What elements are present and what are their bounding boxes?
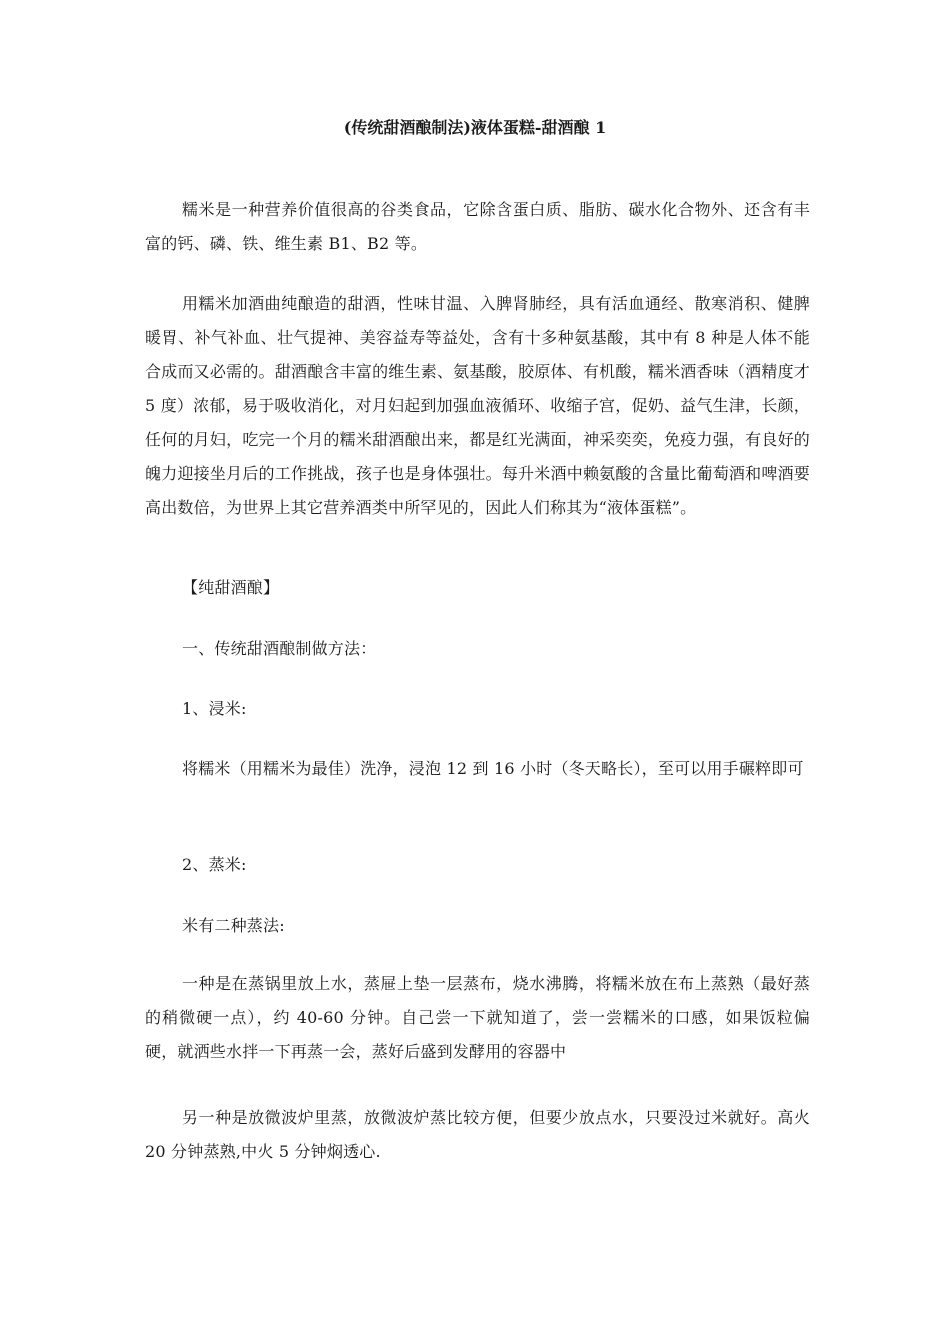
- step-1-text: 将糯米（用糯米为最佳）洗净，浸泡 12 到 16 小时（冬天略长），至可以用手碾粹即可: [182, 759, 804, 778]
- steaming-methods-heading: 米有二种蒸法:: [182, 916, 285, 935]
- steaming-method-1: 一种是在蒸锅里放上水，蒸屉上垫一层蒸布，烧水沸腾，将糯米放在布上蒸熟（最好蒸的稍微硬一点），约 40-60 分钟。自己尝一下就知道了，尝一尝糯米的口感，如果饭粒偏硬，就洒些水拌一下再蒸一会，蒸好后盛到发酵用的容器中: [145, 974, 810, 1061]
- paragraph-benefits: 用糯米加酒曲纯酿造的甜酒，性味甘温、入脾肾肺经，具有活血通经、散寒消积、健脾暖胃、补气补血、壮气提神、美容益寿等益处，含有十多种氨基酸，其中有 8 种是人体不能合成而又必需的。甜酒酿含丰富的维生素、氨基酸，胶原体、有机酸，糯米酒香味（酒精度才 5 度）浓郁，易于吸收消化，对月妇起到加强血液循环、收缩子宫，促奶、益气生津，长颜，任何的月妇，吃完一个月的糯米甜酒酿出来，都是红光满面，神采奕奕，免疫力强，有良好的魄力迎接坐月后的工作挑战，孩子也是身体强壮。每升米酒中赖氨酸的含量比葡萄酒和啤酒要高出数倍，为世界上其它营养酒类中所罕见的，因此人们称其为“液体蛋糕”。: [145, 294, 810, 517]
- step-1-heading: 1、浸米:: [182, 699, 247, 718]
- section-heading: 【纯甜酒酿】: [182, 578, 280, 597]
- steaming-method-2: 另一种是放微波炉里蒸，放微波炉蒸比较方便，但要少放点水，只要没过米就好。高火 20 分钟蒸熟,中火 5 分钟焖透心.: [145, 1108, 810, 1161]
- document-title: (传统甜酒酿制法)液体蛋糕-甜酒酿 1: [343, 118, 607, 137]
- paragraph-intro: 糯米是一种营养价值很高的谷类食品，它除含蛋白质、脂肪、碳水化合物外、还含有丰富的钙、磷、铁、维生素 B1、B2 等。: [145, 200, 810, 253]
- method-heading: 一、传统甜酒酿制做方法：: [182, 639, 377, 658]
- step-2-heading: 2、蒸米:: [182, 855, 247, 874]
